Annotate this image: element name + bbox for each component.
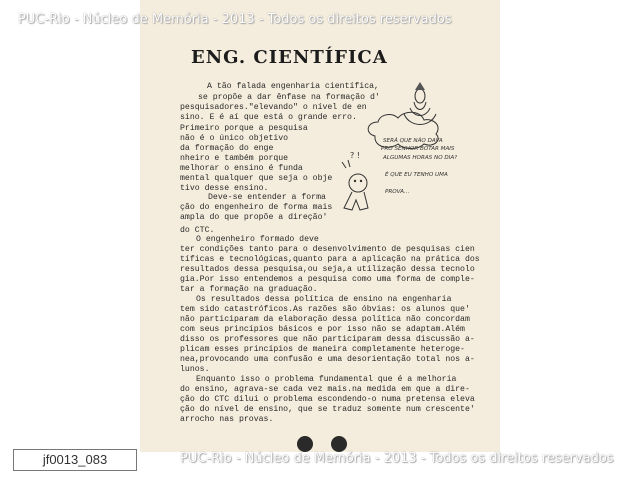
svg-text:? !: ? !	[350, 151, 360, 160]
body-line: Primeiro porque a pesquisa	[180, 124, 308, 133]
cartoon-illustration	[330, 78, 490, 228]
body-line: nea,provocando uma confusão e uma desorientação total nos a-	[180, 355, 475, 364]
body-line: disso os professores que não participaram dessa discussão a-	[180, 335, 475, 344]
document-title: ENG. CIENTÍFICA	[191, 47, 388, 68]
body-line: sino. E é aí que está o grande erro.	[180, 113, 357, 122]
watermark-bottom: PUC-Rio - Núcleo de Memória - 2013 - Todos os direitos reservados	[180, 451, 614, 466]
body-line: resultados dessa pesquisa,ou seja,a utilização dessa tecnolo	[180, 265, 475, 274]
punch-hole	[297, 436, 313, 452]
cartoon-caption: PROVA...	[385, 189, 410, 195]
body-line: tar a formação na graduação.	[180, 285, 318, 294]
body-line: plicam esses princípios de maneira completamente heteroge-	[180, 345, 465, 354]
body-line: ção do engenheiro de forma mais	[180, 203, 333, 212]
cartoon-caption: SERÁ QUE NÃO DAVA	[383, 138, 443, 144]
body-line: não participaram da elaboração dessa política não concordam	[180, 315, 470, 324]
body-line: do ensino, agrava-se cada vez mais.na medida em que a dire-	[180, 385, 470, 394]
body-line: melhorar o ensino é funda	[180, 164, 303, 173]
body-line: arrocho nas provas.	[180, 415, 274, 424]
body-line: O engenheiro formado deve	[196, 235, 319, 244]
body-line: A tão falada engenharia científica,	[207, 82, 379, 91]
body-line: lunos.	[180, 365, 210, 374]
body-line: mental qualquer que seja o obje	[180, 174, 333, 183]
body-line: ção do nível de ensino, que se traduz somente num crescente'	[180, 405, 475, 414]
body-line: não é o único objetivo	[180, 134, 289, 143]
body-line: com seus princípios básicos e por isso não se adaptam.Além	[180, 325, 465, 334]
body-line: Enquanto isso o problema fundamental que é a melhoria	[196, 375, 457, 384]
body-line: tem sido catastróficos.As razões são óbvias: os alunos que'	[180, 305, 470, 314]
body-line: tivo desse ensino.	[180, 184, 269, 193]
body-line: nheiro e também porque	[180, 154, 289, 163]
body-line: ção do CTC dilui o problema escondendo-o numa pretensa eleva	[180, 395, 475, 404]
catalog-id-label: jf0013_083	[13, 449, 137, 471]
body-line: gia.Por isso entendemos a pesquisa como uma forma de comple-	[180, 275, 475, 284]
body-line: do CTC.	[180, 226, 215, 235]
watermark-top: PUC-Rio - Núcleo de Memória - 2013 - Todos os direitos reservados	[18, 12, 452, 27]
punch-hole	[331, 436, 347, 452]
body-line: Os resultados dessa política de ensino na engenharia	[196, 295, 452, 304]
body-line: Deve-se entender a forma	[208, 193, 326, 202]
body-line: ter condições tanto para o desenvolvimento de pesquisas cien	[180, 245, 475, 254]
body-line: ampla do que propõe a direção'	[180, 213, 328, 222]
cartoon-caption: É QUE EU TENHO UMA	[385, 172, 448, 178]
cartoon-caption: PRO SENHOR BOTAR MAIS	[381, 146, 455, 152]
cartoon-caption: ALGUMAS HORAS NO DIA?	[383, 155, 458, 161]
body-line: da formação do enge	[180, 144, 274, 153]
body-line: tíficas e tecnológicas,quanto para a aplicação na prática dos	[180, 255, 480, 264]
body-line: se propõe a dar ênfase na formação d'	[198, 93, 380, 102]
body-line: pesquisadores."elevando" o nível de en	[180, 103, 367, 112]
